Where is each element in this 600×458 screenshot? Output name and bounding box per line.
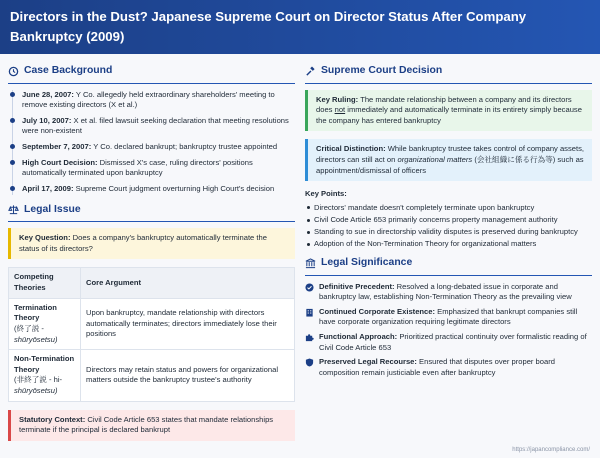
case-background-heading: Case Background	[8, 64, 295, 84]
theories-column-header: Competing Theories	[9, 268, 81, 298]
check-circle-icon	[305, 283, 314, 292]
table-row: Termination Theory (終了説 - shūryōsetsu) Upon bankruptcy, mandate relationship with directors automatically terminates; directors immediately lose their positions	[9, 298, 295, 350]
page-title: Directors in the Dust? Japanese Supreme Court on Director Status After Company Bankruptcy (2009)	[10, 9, 527, 44]
significance-item: Definitive Precedent: Resolved a long-debated issue in corporate and bankruptcy law, establishing Non-Termination Theory as the prevailing view	[305, 282, 592, 303]
table-header-row	[9, 268, 295, 298]
table-row: Non-Termination Theory (非終了説 - hi- shūryōsetsu) Directors may retain status and powers for organizational matters outside the bankruptcy trustee's authority	[9, 350, 295, 402]
list-item: Standing to sue in directorship validity disputes is preserved during bankruptcy	[305, 227, 592, 238]
key-question-box: Key Question: Does a company's bankruptcy automatically terminate the status of its directors?	[8, 228, 295, 259]
key-ruling-box: Key Ruling: The mandate relationship between a company and its directors does not immediately and automatically terminate in its entirety simply because the company has entered bankruptcy	[305, 90, 592, 132]
timeline-item: September 7, 2007: Y Co. declared bankrupt; bankruptcy trustee appointed	[22, 142, 295, 153]
list-item: Civil Code Article 653 primarily concerns property management authority	[305, 215, 592, 226]
landmark-icon	[305, 258, 316, 269]
significance-item: Functional Approach: Prioritized practical continuity over formalistic reading of Civil Code Article 653	[305, 332, 592, 353]
critical-distinction-box: Critical Distinction: While bankruptcy trustee takes control of company assets, directors can still act on organizational matters (会社組織に係る行為等) such as appointment/dismissal of officers	[305, 139, 592, 181]
legal-issue-heading: Legal Issue	[8, 203, 295, 223]
gavel-icon	[305, 66, 316, 77]
list-item: Directors' mandate doesn't completely terminate upon bankruptcy	[305, 203, 592, 214]
argument-column-header: Core Argument	[81, 268, 295, 298]
scales-icon	[8, 204, 19, 215]
key-points-label: Key Points:	[305, 189, 347, 199]
footer-url: https://japancompliance.com/	[512, 446, 590, 453]
significance-item: Preserved Legal Recourse: Ensured that disputes over proper board composition remain justiciable even after bankruptcy	[305, 357, 592, 378]
timeline-item: High Court Decision: Dismissed X's case, ruling directors' positions automatically terminated upon bankruptcy	[22, 158, 295, 179]
timeline-item: April 17, 2009: Supreme Court judgment overturning High Court's decision	[22, 184, 295, 195]
significance-item: Continued Corporate Existence: Emphasized that bankrupt companies still have corporate organization requiring legitimate directors	[305, 307, 592, 328]
building-icon	[305, 308, 314, 317]
shield-icon	[305, 358, 314, 367]
puzzle-icon	[305, 333, 314, 342]
left-column	[8, 64, 295, 449]
list-item: Adoption of the Non-Termination Theory for organizational matters	[305, 239, 592, 250]
decision-heading: Supreme Court Decision	[305, 64, 592, 84]
header-banner	[0, 0, 600, 54]
case-timeline	[12, 90, 295, 195]
timeline-item: June 28, 2007: Y Co. allegedly held extraordinary shareholders' meeting to remove existing directors (X et al.)	[22, 90, 295, 111]
timeline-item: July 10, 2007: X et al. filed lawsuit seeking declaration that meeting resolutions were non-existent	[22, 116, 295, 137]
history-icon	[8, 66, 19, 77]
right-column	[305, 64, 592, 449]
key-points-list	[305, 203, 592, 250]
statutory-context-box: Statutory Context: Civil Code Article 653 states that mandate relationships terminate if the principal is declared bankrupt	[8, 410, 295, 441]
significance-heading: Legal Significance	[305, 256, 592, 276]
theories-table	[8, 267, 295, 401]
content-columns	[0, 54, 600, 449]
